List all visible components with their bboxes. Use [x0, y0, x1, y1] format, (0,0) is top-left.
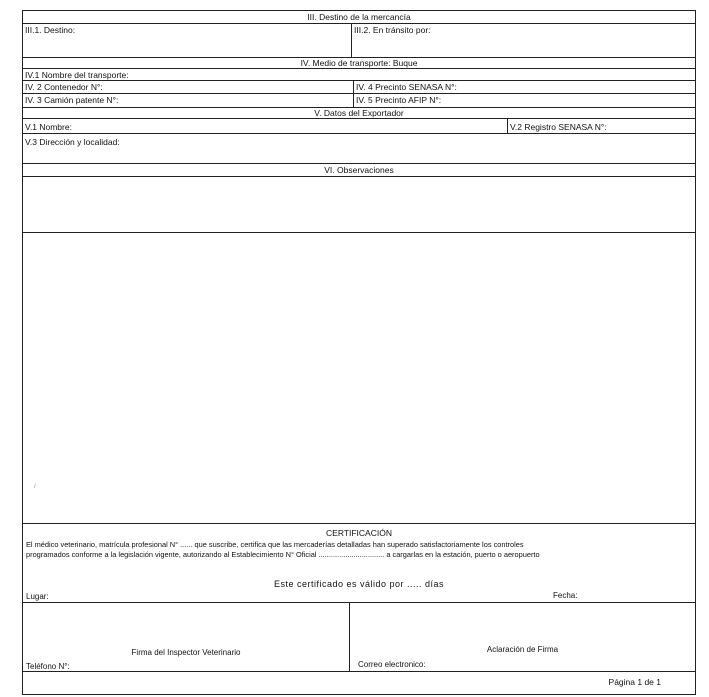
validity-text: Este certificado es válido por ..... días	[273, 579, 445, 589]
section-3-header: III. Destino de la mercancía	[307, 12, 411, 22]
section-5-header-row	[23, 108, 695, 119]
firma-inspector-label: Firma del Inspector Veterinario	[131, 648, 241, 657]
correo-field[interactable]: Correo electronico:	[358, 660, 426, 669]
telefono-field[interactable]: Teléfono N°:	[26, 662, 70, 671]
footer-row	[23, 672, 695, 694]
section-4-header: IV. Medio de transporte: Buque	[300, 58, 418, 68]
exporter-address-row	[23, 134, 695, 164]
certification-line-1: El médico veterinario, matrícula profesional N° ...... que suscribe, certifica que las mercaderías detalladas han superado satisfactoriamente los controles	[26, 540, 524, 549]
section-3-header-row	[23, 11, 695, 24]
lugar-field[interactable]: Lugar:	[26, 592, 49, 601]
certification-line-2: programados conforme a la legislación vigente, autorizando al Establecimiento N° Oficial ................................ a cargarlas en la estación, puerto o aeropuerto	[26, 550, 540, 559]
container-row	[23, 81, 695, 94]
section-5-header: V. Datos del Exportador	[314, 108, 404, 118]
section-4-header-row	[23, 58, 695, 69]
transport-name-field[interactable]: IV.1 Nombre del transporte:	[25, 70, 129, 80]
exporter-address-field[interactable]: V.3 Dirección y localidad:	[25, 137, 120, 147]
section-6-header-row	[23, 164, 695, 177]
observations-box	[23, 177, 695, 233]
transport-name-row	[23, 69, 695, 81]
signature-row	[23, 603, 695, 672]
fecha-field[interactable]: Fecha:	[553, 591, 578, 600]
scan-speck: /	[34, 484, 36, 490]
precinto-afip-field[interactable]: IV. 5 Precinto AFIP N°:	[353, 94, 695, 107]
destino-field[interactable]: III.1. Destino:	[25, 25, 76, 35]
senasa-registry-field[interactable]: V.2 Registro SENASA N°:	[507, 119, 695, 133]
exporter-name-field[interactable]: V.1 Nombre:	[25, 122, 72, 132]
truck-plate-field[interactable]: IV. 3 Camión patente N°:	[25, 95, 119, 105]
container-field[interactable]: IV. 2 Contenedor N°:	[25, 82, 103, 92]
truck-row	[23, 94, 695, 108]
exporter-name-row	[23, 119, 695, 134]
section-6-header: VI. Observaciones	[324, 165, 394, 175]
page-number: Página 1 de 1	[608, 677, 661, 687]
certificate-form	[22, 10, 696, 695]
section-3-fields-row	[23, 24, 695, 58]
signature-right	[349, 603, 695, 671]
certification-title: CERTIFICACIÓN	[326, 528, 392, 538]
certification-block	[23, 523, 695, 603]
signature-left	[23, 603, 349, 671]
aclaracion-firma-label: Aclaración de Firma	[486, 645, 559, 654]
transito-field[interactable]: III.2. En tránsito por:	[351, 24, 695, 57]
observations-field[interactable]	[23, 177, 695, 232]
precinto-senasa-field[interactable]: IV. 4 Precinto SENASA N°:	[353, 81, 695, 93]
